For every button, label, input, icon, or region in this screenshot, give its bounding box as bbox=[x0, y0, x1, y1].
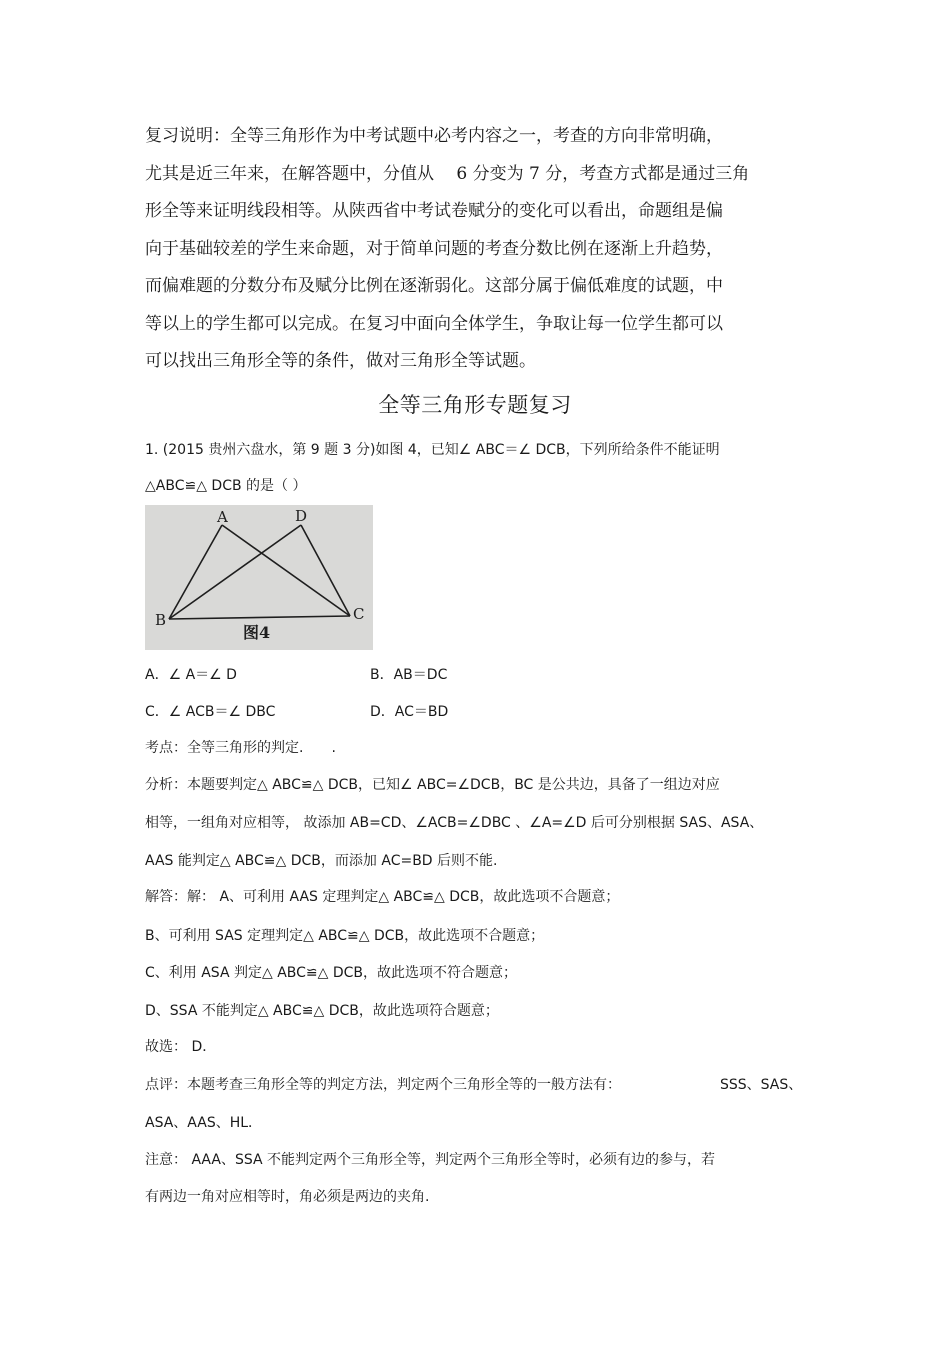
zhuyi-line-1: 注意： AAA、SSA 不能判定两个三角形全等，判定两个三角形全等时，必须有边的参与，若 bbox=[145, 1152, 716, 1168]
label-D: D bbox=[295, 507, 308, 525]
review-intro bbox=[145, 118, 805, 381]
fenxi-line-1: 分析：本题要判定△ ABC≌△ DCB，已知∠ ABC=∠DCB，BC 是公共边，具备了一组边对应 bbox=[145, 777, 720, 793]
fenxi-line-3: AAS 能判定△ ABC≌△ DCB，而添加 AC=BD 后则不能. bbox=[145, 853, 498, 869]
option-a: A．∠ A＝∠ D bbox=[145, 667, 237, 683]
zhuyi-line-2: 有两边一角对应相等时，角必须是两边的夹角. bbox=[145, 1189, 430, 1205]
segment-DB bbox=[169, 525, 301, 619]
jieda-line-1: 解答：解： A、可利用 AAS 定理判定△ ABC≌△ DCB，故此选项不合题意； bbox=[145, 889, 620, 905]
label-B: B bbox=[155, 611, 167, 629]
intro-line: 等以上的学生都可以完成。在复习中面向全体学生，争取让每一位学生都可以 bbox=[145, 313, 723, 334]
intro-line: 复习说明：全等三角形作为中考试题中必考内容之一，考查的方向非常明确， bbox=[145, 126, 723, 146]
answer-line: 故选： D． bbox=[145, 1039, 217, 1055]
option-b: B．AB＝DC bbox=[370, 667, 448, 683]
triangle-diagram bbox=[145, 505, 373, 650]
kaodian-line: 考点：全等三角形的判定. . bbox=[145, 740, 336, 756]
dianping-line-2: ASA、AAS、HL． bbox=[145, 1115, 263, 1131]
intro-line: 向于基础较差的学生来命题，对于简单问题的考查分数比例在逐渐上升趋势， bbox=[145, 238, 723, 259]
intro-line: 而偏难题的分数分布及赋分比例在逐渐弱化。这部分属于偏低难度的试题，中 bbox=[145, 276, 723, 296]
dianping-line-1: 点评：本题考查三角形全等的判定方法，判定两个三角形全等的一般方法有： bbox=[145, 1077, 621, 1093]
question-stem-line2: △ABC≌△ DCB 的是（ ） bbox=[145, 478, 307, 494]
segment-AC bbox=[222, 525, 350, 616]
intro-line: 可以找出三角形全等的条件，做对三角形全等试题。 bbox=[145, 351, 536, 371]
label-C: C bbox=[353, 605, 365, 623]
jieda-line-2: B、可利用 SAS 定理判定△ ABC≌△ DCB，故此选项不合题意； bbox=[145, 928, 545, 944]
question-stem-line1: 1. (2015 贵州六盘水，第 9 题 3 分)如图 4，已知∠ ABC＝∠ DCB，下列所给条件不能证明 bbox=[145, 442, 720, 458]
dianping-methods: SSS、SAS、 bbox=[720, 1077, 803, 1093]
intro-line: 形全等来证明线段相等。从陕西省中考试卷赋分的变化可以看出，命题组是偏 bbox=[145, 201, 723, 221]
segment-AB bbox=[169, 525, 222, 619]
segment-DC bbox=[301, 525, 350, 616]
segment-BC bbox=[169, 616, 350, 619]
fenxi-line-2: 相等，一组角对应相等， 故添加 AB=CD、∠ACB=∠DBC 、∠A=∠D 后可分别根据 SAS、ASA、 bbox=[145, 815, 764, 831]
triangle-figure bbox=[145, 505, 373, 650]
jieda-line-4: D、SSA 不能判定△ ABC≌△ DCB，故此选项符合题意； bbox=[145, 1003, 499, 1019]
label-A: A bbox=[217, 508, 228, 526]
figure-caption: 图4 bbox=[243, 623, 271, 642]
intro-line: 尤其是近三年来，在解答题中，分值从 6 分变为 7 分，考查方式都是通过三角 bbox=[145, 163, 750, 184]
section-title: 全等三角形专题复习 bbox=[378, 393, 572, 417]
option-c: C．∠ ACB＝∠ DBC bbox=[145, 704, 276, 720]
option-d: D．AC＝BD bbox=[370, 704, 449, 720]
jieda-line-3: C、利用 ASA 判定△ ABC≌△ DCB，故此选项不符合题意； bbox=[145, 965, 518, 981]
